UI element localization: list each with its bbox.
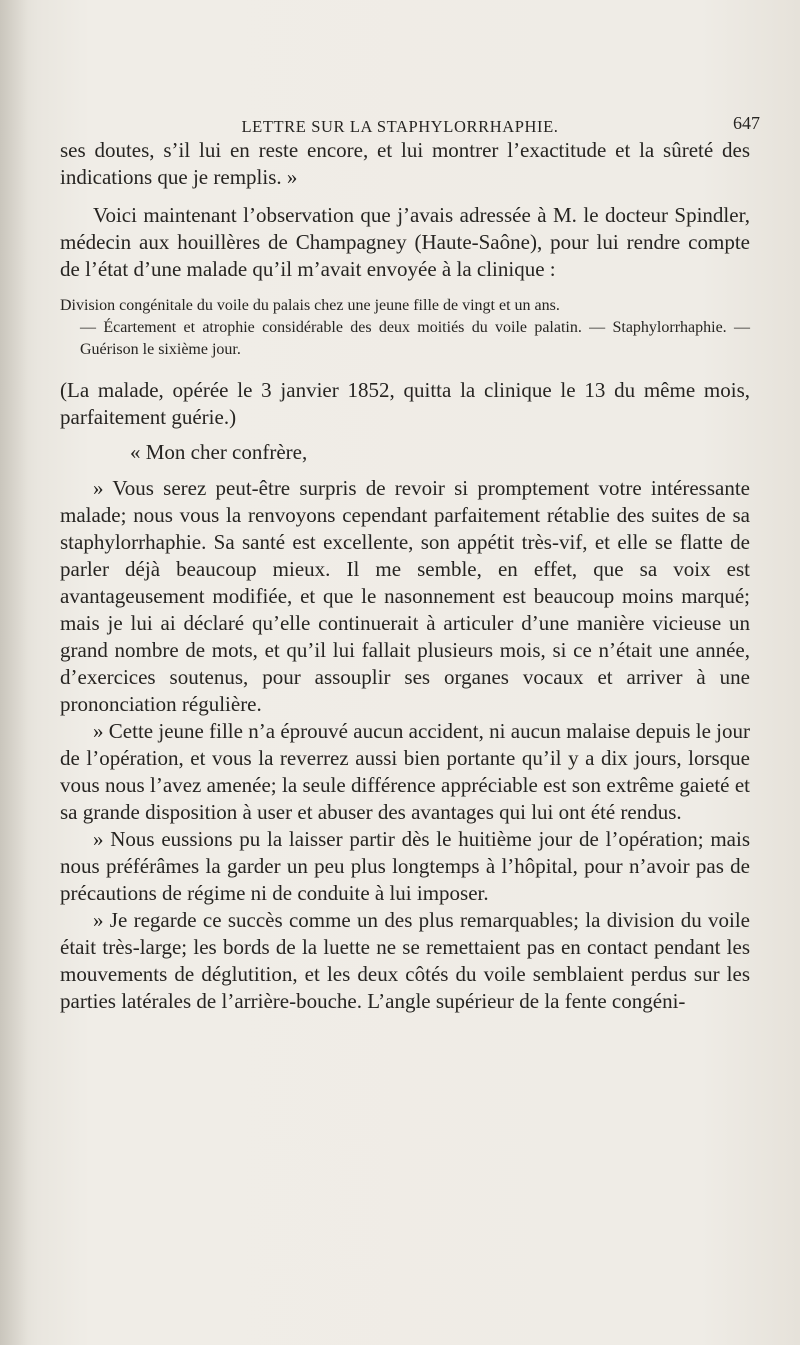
letter-paragraph-4: » Je regarde ce succès comme un des plus remarquables; la division du voile était très-large; les bords de la luette ne se remettaient pas en contact pendant les mouvements de déglutition, et les deux côtés du voile semblaient perdus sur les parties latérales de l’arrière-bouche. L’angle supérieur de la fente congéni- xyxy=(60,908,750,1013)
case-dates: (La malade, opérée le 3 janvier 1852, quitta la clinique le 13 du même mois, parfaitement guérie.) xyxy=(60,378,750,429)
case-heading-line2: — Écartement et atrophie considérable des deux moitiés du voile palatin. — Staphylorrhaphie. — Guérison le sixième jour. xyxy=(80,319,750,358)
case-heading xyxy=(60,295,750,361)
letter-paragraph-1: » Vous serez peut-être surpris de revoir si promptement votre intéressante malade; nous vous la renvoyons cependant parfaitement rétablie des suites de sa staphylorrhaphie. Sa santé est excellente, son appétit très-vif, et elle se flatte de parler déjà beaucoup mieux. Il me semble, en effet, que sa voix est avantageusement modifiée, et que le nasonnement est beaucoup moins marqué; mais je lui ai déclaré qu’elle continuerait à articuler d’une manière vicieuse un grand nombre de mots, et qu’il lui fallait plusieurs mois, si ce n’était une année, d’exercices soutenus, pour assouplir ses organes vocaux et arriver à une prononciation régulière. xyxy=(60,476,750,716)
body-text xyxy=(60,137,750,1015)
case-heading-line1: Division congénitale du voile du palais chez une jeune fille de vingt et un ans. xyxy=(60,297,560,314)
salutation: « Mon cher confrère, xyxy=(130,440,308,464)
page-number: 647 xyxy=(733,113,760,133)
paragraph-continuation: ses doutes, s’il lui en reste encore, et lui montrer l’exactitude et la sûreté des indications que je remplis. » xyxy=(60,138,750,189)
running-title: LETTRE SUR LA STAPHYLORRHAPHIE. xyxy=(241,117,559,136)
letter-paragraph-2: » Cette jeune fille n’a éprouvé aucun accident, ni aucun malaise depuis le jour de l’opération, et vous la reverrez aussi bien portante qu’il y a dix jours, lorsque vous nous l’avez amenée; la seule différence appréciable est son extrême gaieté et sa grande disposition à user et abuser des avantages qui lui ont été rendus. xyxy=(60,719,750,824)
paragraph-intro: Voici maintenant l’observation que j’avais adressée à M. le docteur Spindler, médecin aux houillères de Champagney (Haute-Saône), pour lui rendre compte de l’état d’une malade qu’il m’avait envoyée à la clinique : xyxy=(60,203,750,281)
letter-paragraph-3: » Nous eussions pu la laisser partir dès le huitième jour de l’opération; mais nous préférâmes la garder un peu plus longtemps à l’hôpital, pour n’avoir pas de précautions de régime ni de conduite à lui imposer. xyxy=(60,827,750,905)
